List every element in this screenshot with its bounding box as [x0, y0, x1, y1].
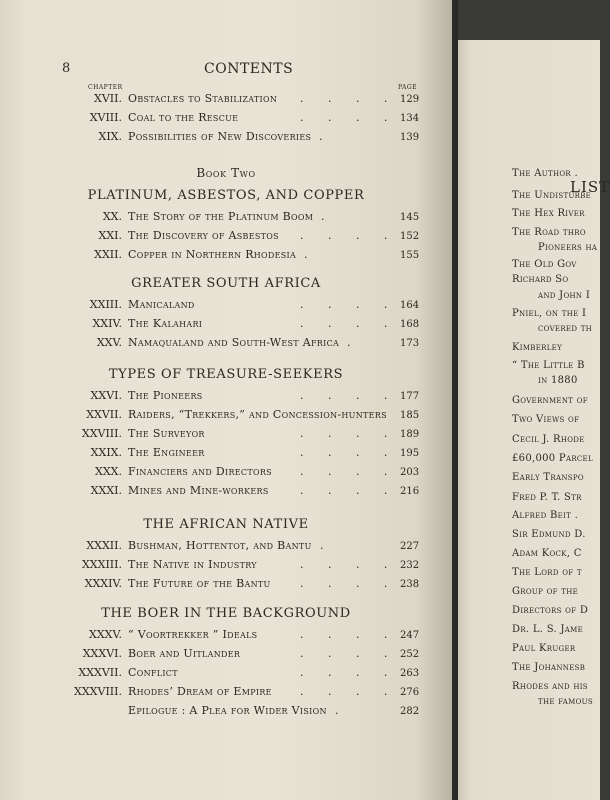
section-heading: PLATINUM, ASBESTOS, AND COPPER [87, 188, 365, 203]
chapter-title: “ Voortrekker ” Ideals [128, 628, 258, 641]
illustration-entry: The Hex River [512, 208, 585, 219]
illustration-entry: Pioneers ha [538, 242, 598, 253]
chapter-title: Possibilities of New Discoveries [128, 130, 312, 143]
leader-dots: . . . . [300, 229, 388, 242]
illustration-entry: Rhodes and his [512, 681, 588, 692]
chapter-number: XXXV. [88, 628, 122, 641]
chapter-title: Rhodes’ Dream of Empire [128, 685, 272, 698]
toc-entry [0, 484, 452, 502]
illustration-entry: in 1880 [538, 375, 578, 386]
leader-dots: . . . . [300, 111, 388, 124]
chapter-title: The Discovery of Asbestos [128, 229, 279, 242]
chapter-title: Manicaland [128, 298, 195, 311]
page-ref: 177 [400, 391, 420, 402]
toc-entry [0, 628, 452, 646]
chapter-title: Namaqualand and South-West Africa [128, 336, 340, 349]
chapter-title: Mines and Mine-workers [128, 484, 269, 497]
illustration-entry: the famous [538, 696, 593, 707]
page-ref: 195 [400, 448, 420, 459]
leader-dots: . . . . [300, 389, 388, 402]
chapter-number: XXXVIII. [74, 685, 122, 698]
toc-entry [0, 229, 452, 247]
leader-dots: . [321, 210, 325, 223]
leader-dots: . . . . [300, 577, 388, 590]
chapter-title: The Future of the Bantu [128, 577, 271, 590]
leader-dots: . . . . [300, 446, 388, 459]
chapter-title: The Engineer [128, 446, 205, 459]
section-heading: GREATER SOUTH AFRICA [131, 276, 321, 291]
leader-dots: . [304, 248, 308, 261]
page-ref: 152 [400, 231, 420, 242]
leader-dots: . [319, 130, 323, 143]
chapter-title: Conflict [128, 666, 178, 679]
page-ref: 282 [400, 706, 420, 717]
illustration-entry: The Road thro [512, 227, 586, 238]
illustration-entry: Kimberley [512, 342, 563, 353]
chapter-number: XXXI. [90, 484, 122, 497]
illustration-entry: Sir Edmund D. [512, 529, 586, 540]
section-heading: TYPES OF TREASURE-SEEKERS [108, 367, 344, 382]
page-ref: 164 [400, 300, 420, 311]
illustration-entry: The Author . [512, 168, 578, 179]
chapter-title: Copper in Northern Rhodesia [128, 248, 297, 261]
leader-dots: . [320, 539, 324, 552]
chapter-number: XX. [102, 210, 122, 223]
page-ref: 247 [400, 630, 420, 641]
illustration-entry: Cecil J. Rhode [512, 434, 585, 445]
leader-dots: . . . . [300, 317, 388, 330]
leader-dots: . . . . [300, 666, 388, 679]
page-ref: 232 [400, 560, 420, 571]
page-label: PAGE [398, 84, 417, 91]
page-ref: 134 [400, 113, 420, 124]
illustration-entry: Pniel, on the I [512, 308, 587, 319]
book-two-label: Book Two [196, 166, 256, 180]
section-heading: THE BOER IN THE BACKGROUND [101, 606, 351, 621]
chapter-title: The Story of the Platinum Boom [128, 210, 314, 223]
toc-entry [0, 704, 452, 722]
toc-entry [0, 408, 452, 426]
illustration-entry: Government of [512, 395, 588, 406]
illustration-entry: Adam Kock, C [512, 548, 582, 559]
running-head: CONTENTS [204, 61, 294, 77]
leader-dots: . . . . [300, 92, 388, 105]
leader-dots: . . . . [300, 298, 388, 311]
leader-dots: . . . . [300, 465, 388, 478]
page-ref: 203 [400, 467, 420, 478]
toc-entry [0, 317, 452, 335]
page-ref: 168 [400, 319, 420, 330]
chapter-title: Financiers and Directors [128, 465, 272, 478]
chapter-title: Boer and Uitlander [128, 647, 241, 660]
list-heading: LIST [570, 178, 610, 196]
illustration-entry: The Undisturbe [512, 190, 592, 201]
chapter-title: Epilogue : A Plea for Wider Vision [128, 704, 327, 717]
page-number: 8 [62, 61, 71, 76]
toc-entry [0, 92, 452, 110]
illustration-entry: “ The Little B [512, 360, 585, 371]
toc-entry [0, 558, 452, 576]
illustration-entry: and John I [538, 290, 591, 301]
leader-dots: . [347, 336, 351, 349]
chapter-title: The Pioneers [128, 389, 203, 402]
chapter-number: XXII. [94, 248, 122, 261]
chapter-title: The Kalahari [128, 317, 203, 330]
toc-entry [0, 427, 452, 445]
page-ref: 139 [400, 132, 420, 143]
page-ref: 145 [400, 212, 420, 223]
toc-entry [0, 446, 452, 464]
illustration-entry: Group of the [512, 586, 579, 597]
chapter-number: XXIV. [92, 317, 122, 330]
chapter-number: XXXVI. [82, 647, 122, 660]
section-heading: THE AFRICAN NATIVE [143, 517, 309, 532]
illustration-entry: The Lord of t [512, 567, 582, 578]
chapter-number: XXVIII. [81, 427, 122, 440]
chapter-number: XXXIII. [81, 558, 122, 571]
chapter-number: XVIII. [89, 111, 122, 124]
chapter-number: XXI. [98, 229, 122, 242]
toc-entry [0, 298, 452, 316]
leader-dots: . . . . [300, 484, 388, 497]
toc-entry [0, 577, 452, 595]
illustration-entry: Richard So [512, 274, 569, 285]
illustration-entry: Alfred Beit . [512, 510, 579, 521]
toc-entry [0, 130, 452, 148]
chapter-number: XIX. [98, 130, 122, 143]
leader-dots: . . . . [300, 427, 388, 440]
toc-entry [0, 210, 452, 228]
leader-dots: . . . . [300, 647, 388, 660]
chapter-title: The Surveyor [128, 427, 205, 440]
chapter-number: XXXIV. [84, 577, 122, 590]
chapter-title: The Native in Industry [128, 558, 257, 571]
chapter-number: XXV. [96, 336, 122, 349]
leader-dots: . [335, 704, 339, 717]
chapter-title: Obstacles to Stabilization [128, 92, 278, 105]
illustration-entry: Early Transpo [512, 472, 584, 483]
page-ref: 263 [400, 668, 420, 679]
illustration-entry: The Johannesb [512, 662, 586, 673]
illustration-entry: Paul Kruger [512, 643, 576, 654]
page-ref: 216 [400, 486, 420, 497]
chapter-number: XXX. [95, 465, 122, 478]
illustration-entry: Two Views of [512, 414, 580, 425]
chapter-number: XXXII. [86, 539, 122, 552]
toc-entry [0, 465, 452, 483]
chapter-label: CHAPTER [88, 84, 123, 91]
toc-entry [0, 647, 452, 665]
toc-entry [0, 111, 452, 129]
page-ref: 227 [400, 541, 420, 552]
toc-entry [0, 539, 452, 557]
page-ref: 185 [400, 410, 420, 421]
page-ref: 252 [400, 649, 420, 660]
illustration-entry: Directors of D [512, 605, 589, 616]
chapter-number: XXIX. [90, 446, 122, 459]
chapter-title: Coal to the Rescue [128, 111, 239, 124]
leader-dots: . . . . [300, 628, 388, 641]
toc-entry [0, 685, 452, 703]
illustration-entry: The Old Gov [512, 259, 577, 270]
leader-dots: . . . . [300, 558, 388, 571]
page-ref: 155 [400, 250, 420, 261]
illustration-entry: Dr. L. S. Jame [512, 624, 584, 635]
chapter-number: XXIII. [89, 298, 122, 311]
page-ref: 129 [400, 94, 420, 105]
toc-entry [0, 666, 452, 684]
illustration-entry: £60,000 Parcel [512, 453, 593, 464]
chapter-number: XXVI. [90, 389, 122, 402]
page-ref: 276 [400, 687, 420, 698]
page-ref: 238 [400, 579, 420, 590]
illustration-entry: Fred P. T. Str [512, 492, 582, 503]
toc-entry [0, 389, 452, 407]
page-ref: 173 [400, 338, 420, 349]
chapter-number: XXXVII. [78, 666, 122, 679]
leader-dots: . . . . [300, 685, 388, 698]
right-page [458, 40, 610, 800]
chapter-number: XVII. [94, 92, 122, 105]
chapter-title: Bushman, Hottentot, and Bantu [128, 539, 312, 552]
chapter-title: Raiders, “Trekkers,” and Concession-hunters [128, 408, 387, 421]
toc-entry [0, 248, 452, 266]
page-ref: 189 [400, 429, 420, 440]
chapter-number: XXVII. [86, 408, 122, 421]
toc-entry [0, 336, 452, 354]
illustration-entry: covered th [538, 323, 593, 334]
